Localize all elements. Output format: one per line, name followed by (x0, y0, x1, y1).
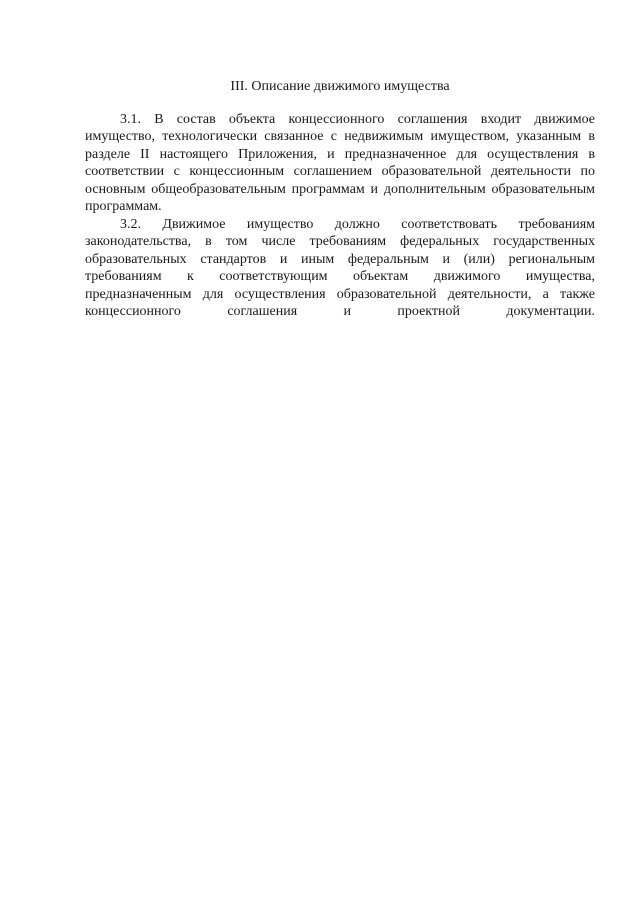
document-content (85, 78, 595, 321)
section-title: III. Описание движимого имущества (230, 79, 450, 94)
paragraph-3-1: 3.1. В состав объекта концессионного соглашения входит движимое имущество, технологически связанное с недвижимым имуществом, указанным в разделе II настоящего Приложения, и предназначенное для осуществления в соответствии с концессионным соглашением образовательной деятельности по основным общеобразовательным программам и дополнительным образовательным программам. (85, 111, 595, 214)
paragraph-3-2: 3.2. Движимое имущество должно соответствовать требованиям законодательства, в том числе требованиям федеральных государственных образовательных стандартов и иным федеральным и (или) региональным требованиям к соответствующим объектам движимого имущества, предназначенным для осуществления образовательной деятельности, а также концессионного соглашения и проектной документации. (85, 216, 595, 319)
